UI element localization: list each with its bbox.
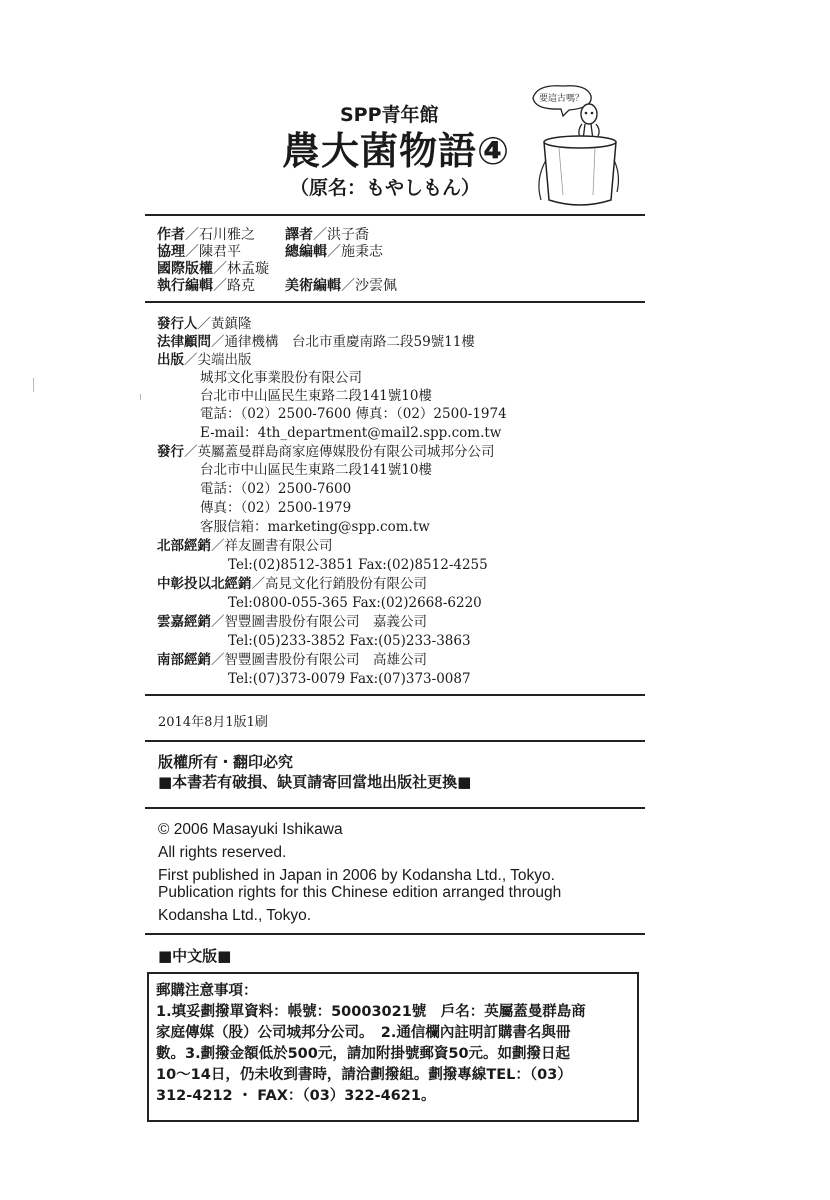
mail-order-line: 312-4212 ・ FAX：（03）322-4621。: [156, 1088, 436, 1104]
legal-line: 法律顧問／通律機構 台北市重慶南路二段59號11樓: [157, 334, 475, 350]
central-tel: Tel:0800-055-365 Fax:(02)2668-6220: [228, 595, 482, 611]
mail-order-line: 1.填妥劃撥單資料：帳號：50003021號 戶名：英屬蓋曼群島商: [156, 1004, 586, 1020]
mail-order-title: 郵購注意事項：: [156, 983, 258, 999]
yunjia-tel: Tel:(05)233-3852 Fax:(05)233-3863: [228, 633, 471, 649]
credit-row: 國際版權／林孟璇: [157, 261, 269, 277]
mail-order-line: 家庭傳媒（股）公司城邦分公司。 2.通信欄內註明訂購書名與冊: [156, 1025, 571, 1041]
publish-line: 出版／尖端出版: [157, 352, 252, 368]
scan-speck: [140, 394, 141, 400]
mail-order-line: 10～14日，仍未收到書時，請洽劃撥組。劃撥專線TEL：（03）: [156, 1067, 572, 1083]
edition-date: 2014年8月1版1刷: [158, 715, 268, 730]
bucket-character-illustration: [525, 80, 635, 215]
distribution-detail: 電話：（02）2500-7600: [200, 481, 352, 497]
imprint-label: SPP青年館: [340, 104, 439, 126]
credit-row: 美術編輯／沙雲佩: [285, 278, 397, 294]
publish-detail: 台北市中山區民生東路二段141號10樓: [200, 388, 432, 404]
yunjia-distributor: 雲嘉經銷／智豐圖書股份有限公司 嘉義公司: [157, 614, 427, 630]
copyright-line: All rights reserved.: [158, 844, 287, 861]
divider: [145, 807, 645, 809]
scan-speck: [33, 378, 34, 392]
speech-text: 要這古嗎？: [539, 94, 585, 104]
copyright-line: Kodansha Ltd., Tokyo.: [158, 907, 312, 924]
distribution-detail: 客服信箱：marketing@spp.com.tw: [200, 519, 430, 535]
rights-notice: 版權所有・翻印必究: [158, 753, 294, 771]
copyright-line: © 2006 Masayuki Ishikawa: [158, 821, 343, 838]
distribution-line: 發行／英屬蓋曼群島商家庭傳媒股份有限公司城邦分公司: [157, 444, 495, 460]
north-distributor: 北部經銷／祥友圖書有限公司: [157, 538, 333, 554]
copyright-line: Publication rights for this Chinese edition arranged through: [158, 884, 562, 901]
publish-detail: 城邦文化事業股份有限公司: [200, 370, 362, 386]
publish-email: E-mail：4th_department@mail2.spp.com.tw: [200, 425, 502, 441]
distribution-detail: 台北市中山區民生東路二段141號10樓: [200, 462, 432, 478]
distribution-detail: 傳真：（02）2500-1979: [200, 500, 352, 516]
south-tel: Tel:(07)373-0079 Fax:(07)373-0087: [228, 671, 471, 687]
replacement-notice: ■本書若有破損、缺頁請寄回當地出版社更換■: [158, 773, 472, 791]
credit-row: 執行編輯／路克: [157, 278, 255, 294]
divider: [145, 740, 645, 742]
north-tel: Tel:(02)8512-3851 Fax:(02)8512-4255: [228, 557, 488, 573]
divider: [145, 694, 645, 696]
chinese-edition-label: ■中文版■: [158, 947, 232, 965]
mail-order-line: 數。3.劃撥金額低於500元，請加附掛號郵資50元。如劃撥日起: [156, 1046, 571, 1062]
divider: [145, 933, 645, 935]
credit-row: 譯者／洪子喬: [285, 227, 369, 243]
divider: [145, 301, 645, 303]
book-title: 農大菌物語④: [282, 129, 511, 173]
credit-row: 總編輯／施秉志: [285, 244, 383, 260]
original-title: （原名：もやしもん）: [290, 177, 481, 199]
issuer-line: 發行人／黃鎮隆: [157, 316, 252, 332]
central-distributor: 中彰投以北經銷／高見文化行銷股份有限公司: [157, 576, 427, 592]
credit-row: 協理／陳君平: [157, 244, 241, 260]
south-distributor: 南部經銷／智豐圖書股份有限公司 高雄公司: [157, 652, 427, 668]
publish-detail: 電話：（02）2500-7600 傳真：（02）2500-1974: [200, 406, 507, 422]
credit-row: 作者／石川雅之: [157, 227, 255, 243]
divider: [145, 214, 645, 216]
copyright-line: First published in Japan in 2006 by Kodansha Ltd., Tokyo.: [158, 867, 555, 884]
